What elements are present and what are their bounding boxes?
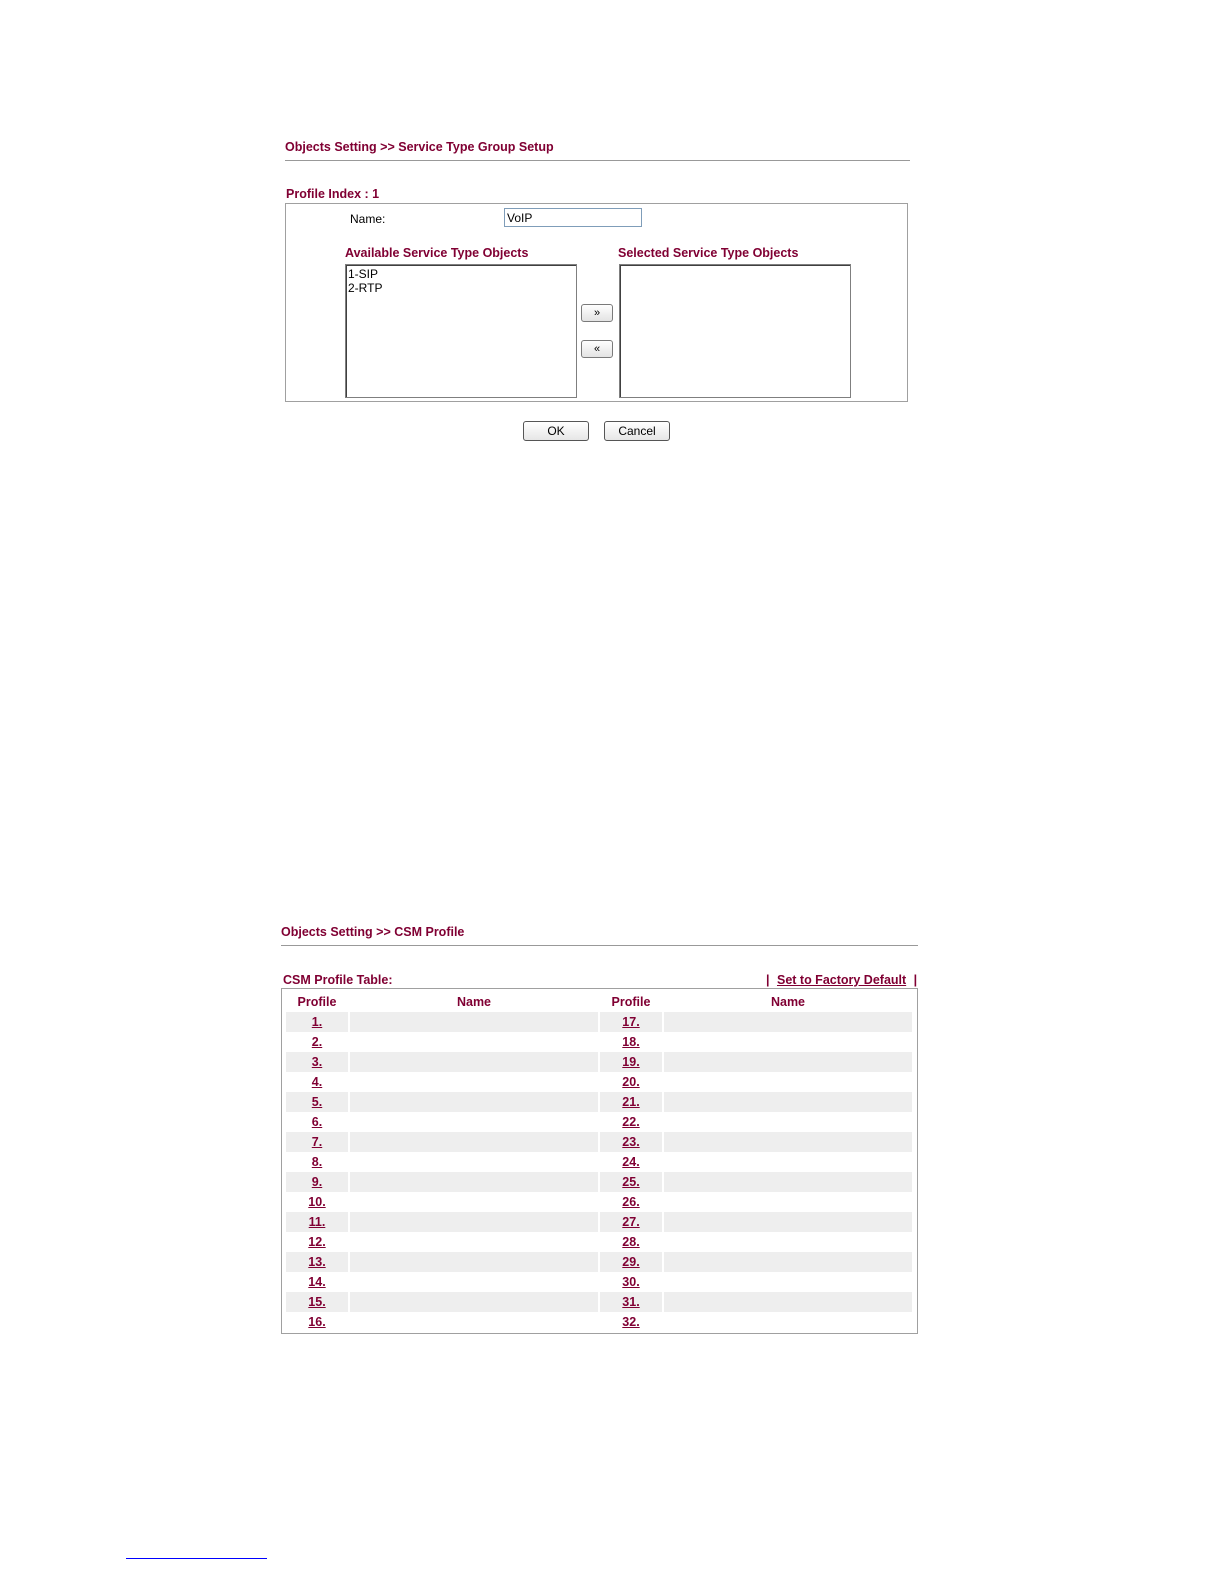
profile-cell [286, 1312, 348, 1332]
profile-cell [286, 1032, 348, 1052]
table-row [286, 1112, 912, 1132]
profile-cell [600, 1172, 662, 1192]
table-row [286, 1152, 912, 1172]
profile-link[interactable]: 32. [622, 1315, 640, 1329]
profile-cell [600, 1072, 662, 1092]
table-row [286, 1052, 912, 1072]
profile-cell [286, 1172, 348, 1192]
profile-name-cell [664, 1052, 912, 1072]
profile-name-cell [350, 1172, 598, 1192]
profile-link[interactable]: 21. [622, 1095, 640, 1109]
table-row [286, 1212, 912, 1232]
profile-name-cell [664, 1112, 912, 1132]
profile-name-cell [350, 1212, 598, 1232]
profile-name-cell [350, 1152, 598, 1172]
profile-name-cell [664, 1092, 912, 1112]
profile-cell [600, 1092, 662, 1112]
profile-name-cell [664, 1072, 912, 1092]
table-row [286, 1312, 912, 1332]
profile-name-cell [350, 1192, 598, 1212]
profile-link[interactable]: 31. [622, 1295, 640, 1309]
profile-name-cell [350, 1292, 598, 1312]
profile-link[interactable]: 3. [311, 1055, 323, 1069]
footer-link-underline [126, 1558, 267, 1559]
profile-name-cell [664, 1232, 912, 1252]
profile-cell [286, 1292, 348, 1312]
csm-page-title: Objects Setting >> CSM Profile [281, 925, 465, 939]
profile-link[interactable]: 11. [308, 1215, 326, 1229]
column-header-profile: Profile [297, 995, 337, 1009]
profile-link[interactable]: 30. [622, 1275, 640, 1289]
profile-link[interactable]: 19. [622, 1055, 640, 1069]
page-title: Objects Setting >> Service Type Group Setup [285, 140, 554, 154]
remove-object-button[interactable]: « [581, 340, 613, 358]
profile-name-cell [350, 1312, 598, 1332]
available-objects-title: Available Service Type Objects [345, 246, 529, 260]
profile-name-cell [350, 1252, 598, 1272]
profile-link[interactable]: 16. [308, 1315, 326, 1329]
profile-cell [286, 1092, 348, 1112]
profile-link[interactable]: 28. [622, 1235, 640, 1249]
profile-link[interactable]: 7. [311, 1135, 323, 1149]
profile-link[interactable]: 15. [308, 1295, 326, 1309]
table-row [286, 1232, 912, 1252]
profile-link[interactable]: 13. [308, 1255, 326, 1269]
profile-link[interactable]: 26. [622, 1195, 640, 1209]
available-objects-list[interactable] [345, 264, 577, 398]
table-row [286, 1292, 912, 1312]
profile-name-cell [664, 1012, 912, 1032]
table-row [286, 1032, 912, 1052]
cancel-button[interactable]: Cancel [604, 421, 670, 441]
csm-table-title: CSM Profile Table: [283, 973, 393, 987]
profile-name-cell [350, 1132, 598, 1152]
profile-name-cell [664, 1212, 912, 1232]
profile-link[interactable]: 6. [311, 1115, 323, 1129]
table-row [286, 1272, 912, 1292]
profile-cell [600, 1012, 662, 1032]
separator: | [913, 973, 918, 987]
add-object-button[interactable]: » [581, 304, 613, 322]
list-item[interactable]: 2-RTP [348, 281, 383, 295]
profile-cell [600, 1052, 662, 1072]
csm-profile-table [281, 988, 918, 1334]
profile-name-cell [664, 1192, 912, 1212]
profile-link[interactable]: 20. [622, 1075, 640, 1089]
table-row [286, 1092, 912, 1112]
profile-cell [286, 1072, 348, 1092]
column-header-name: Name [456, 995, 492, 1009]
profile-name-cell [664, 1032, 912, 1052]
table-row [286, 1012, 912, 1032]
profile-index-label: Profile Index : 1 [286, 187, 380, 201]
profile-link[interactable]: 5. [311, 1095, 323, 1109]
profile-link[interactable]: 4. [311, 1075, 323, 1089]
profile-name-cell [350, 1052, 598, 1072]
list-item[interactable]: 1-SIP [348, 267, 379, 281]
table-row [286, 1172, 912, 1192]
profile-cell [600, 1212, 662, 1232]
column-header-profile: Profile [611, 995, 651, 1009]
profile-cell [286, 1252, 348, 1272]
table-row [286, 1192, 912, 1212]
table-row [286, 1252, 912, 1272]
profile-name-cell [664, 1252, 912, 1272]
profile-link[interactable]: 9. [311, 1175, 323, 1189]
csm-title-divider [281, 945, 918, 946]
profile-name-cell [664, 1152, 912, 1172]
profile-link[interactable]: 8. [311, 1155, 323, 1169]
name-input[interactable] [504, 208, 642, 227]
profile-name-cell [664, 1272, 912, 1292]
profile-name-cell [350, 1272, 598, 1292]
selected-objects-list[interactable] [619, 264, 851, 398]
set-factory-default-link[interactable]: Set to Factory Default [776, 973, 907, 987]
profile-name-cell [350, 1092, 598, 1112]
profile-name-cell [664, 1172, 912, 1192]
column-header-name: Name [770, 995, 806, 1009]
ok-button[interactable]: OK [523, 421, 589, 441]
profile-link[interactable]: 17. [622, 1015, 640, 1029]
profile-name-cell [350, 1072, 598, 1092]
profile-cell [600, 1252, 662, 1272]
table-row [286, 1072, 912, 1092]
profile-cell [600, 1292, 662, 1312]
profile-link[interactable]: 25. [622, 1175, 640, 1189]
profile-link[interactable]: 27. [622, 1215, 640, 1229]
profile-cell [600, 1032, 662, 1052]
profile-cell [286, 1052, 348, 1072]
csm-table [284, 992, 914, 1332]
profile-name-cell [350, 1012, 598, 1032]
profile-cell [600, 1132, 662, 1152]
profile-link[interactable]: 10. [308, 1195, 326, 1209]
profile-cell [286, 1012, 348, 1032]
profile-cell [286, 1132, 348, 1152]
factory-default-area [766, 973, 917, 987]
name-label: Name: [350, 212, 386, 226]
profile-cell [600, 1312, 662, 1332]
profile-cell [286, 1212, 348, 1232]
profile-name-cell [350, 1232, 598, 1252]
profile-link[interactable]: 22. [622, 1115, 640, 1129]
profile-name-cell [350, 1032, 598, 1052]
title-divider [285, 160, 910, 161]
profile-link[interactable]: 24. [622, 1155, 640, 1169]
profile-name-cell [664, 1292, 912, 1312]
table-row [286, 1132, 912, 1152]
profile-cell [286, 1192, 348, 1212]
profile-cell [600, 1112, 662, 1132]
profile-cell [600, 1152, 662, 1172]
profile-link[interactable]: 12. [308, 1235, 326, 1249]
profile-cell [286, 1232, 348, 1252]
profile-cell [600, 1192, 662, 1212]
profile-link[interactable]: 23. [622, 1135, 640, 1149]
profile-link[interactable]: 1. [311, 1015, 323, 1029]
profile-name-cell [664, 1132, 912, 1152]
profile-cell [286, 1112, 348, 1132]
profile-cell [600, 1232, 662, 1252]
profile-cell [600, 1272, 662, 1292]
profile-name-cell [350, 1112, 598, 1132]
profile-cell [286, 1272, 348, 1292]
profile-link[interactable]: 29. [622, 1255, 640, 1269]
profile-link[interactable]: 14. [308, 1275, 326, 1289]
selected-objects-title: Selected Service Type Objects [618, 246, 799, 260]
profile-link[interactable]: 18. [622, 1035, 640, 1049]
profile-name-cell [664, 1312, 912, 1332]
profile-link[interactable]: 2. [311, 1035, 323, 1049]
profile-cell [286, 1152, 348, 1172]
separator: | [766, 973, 770, 987]
